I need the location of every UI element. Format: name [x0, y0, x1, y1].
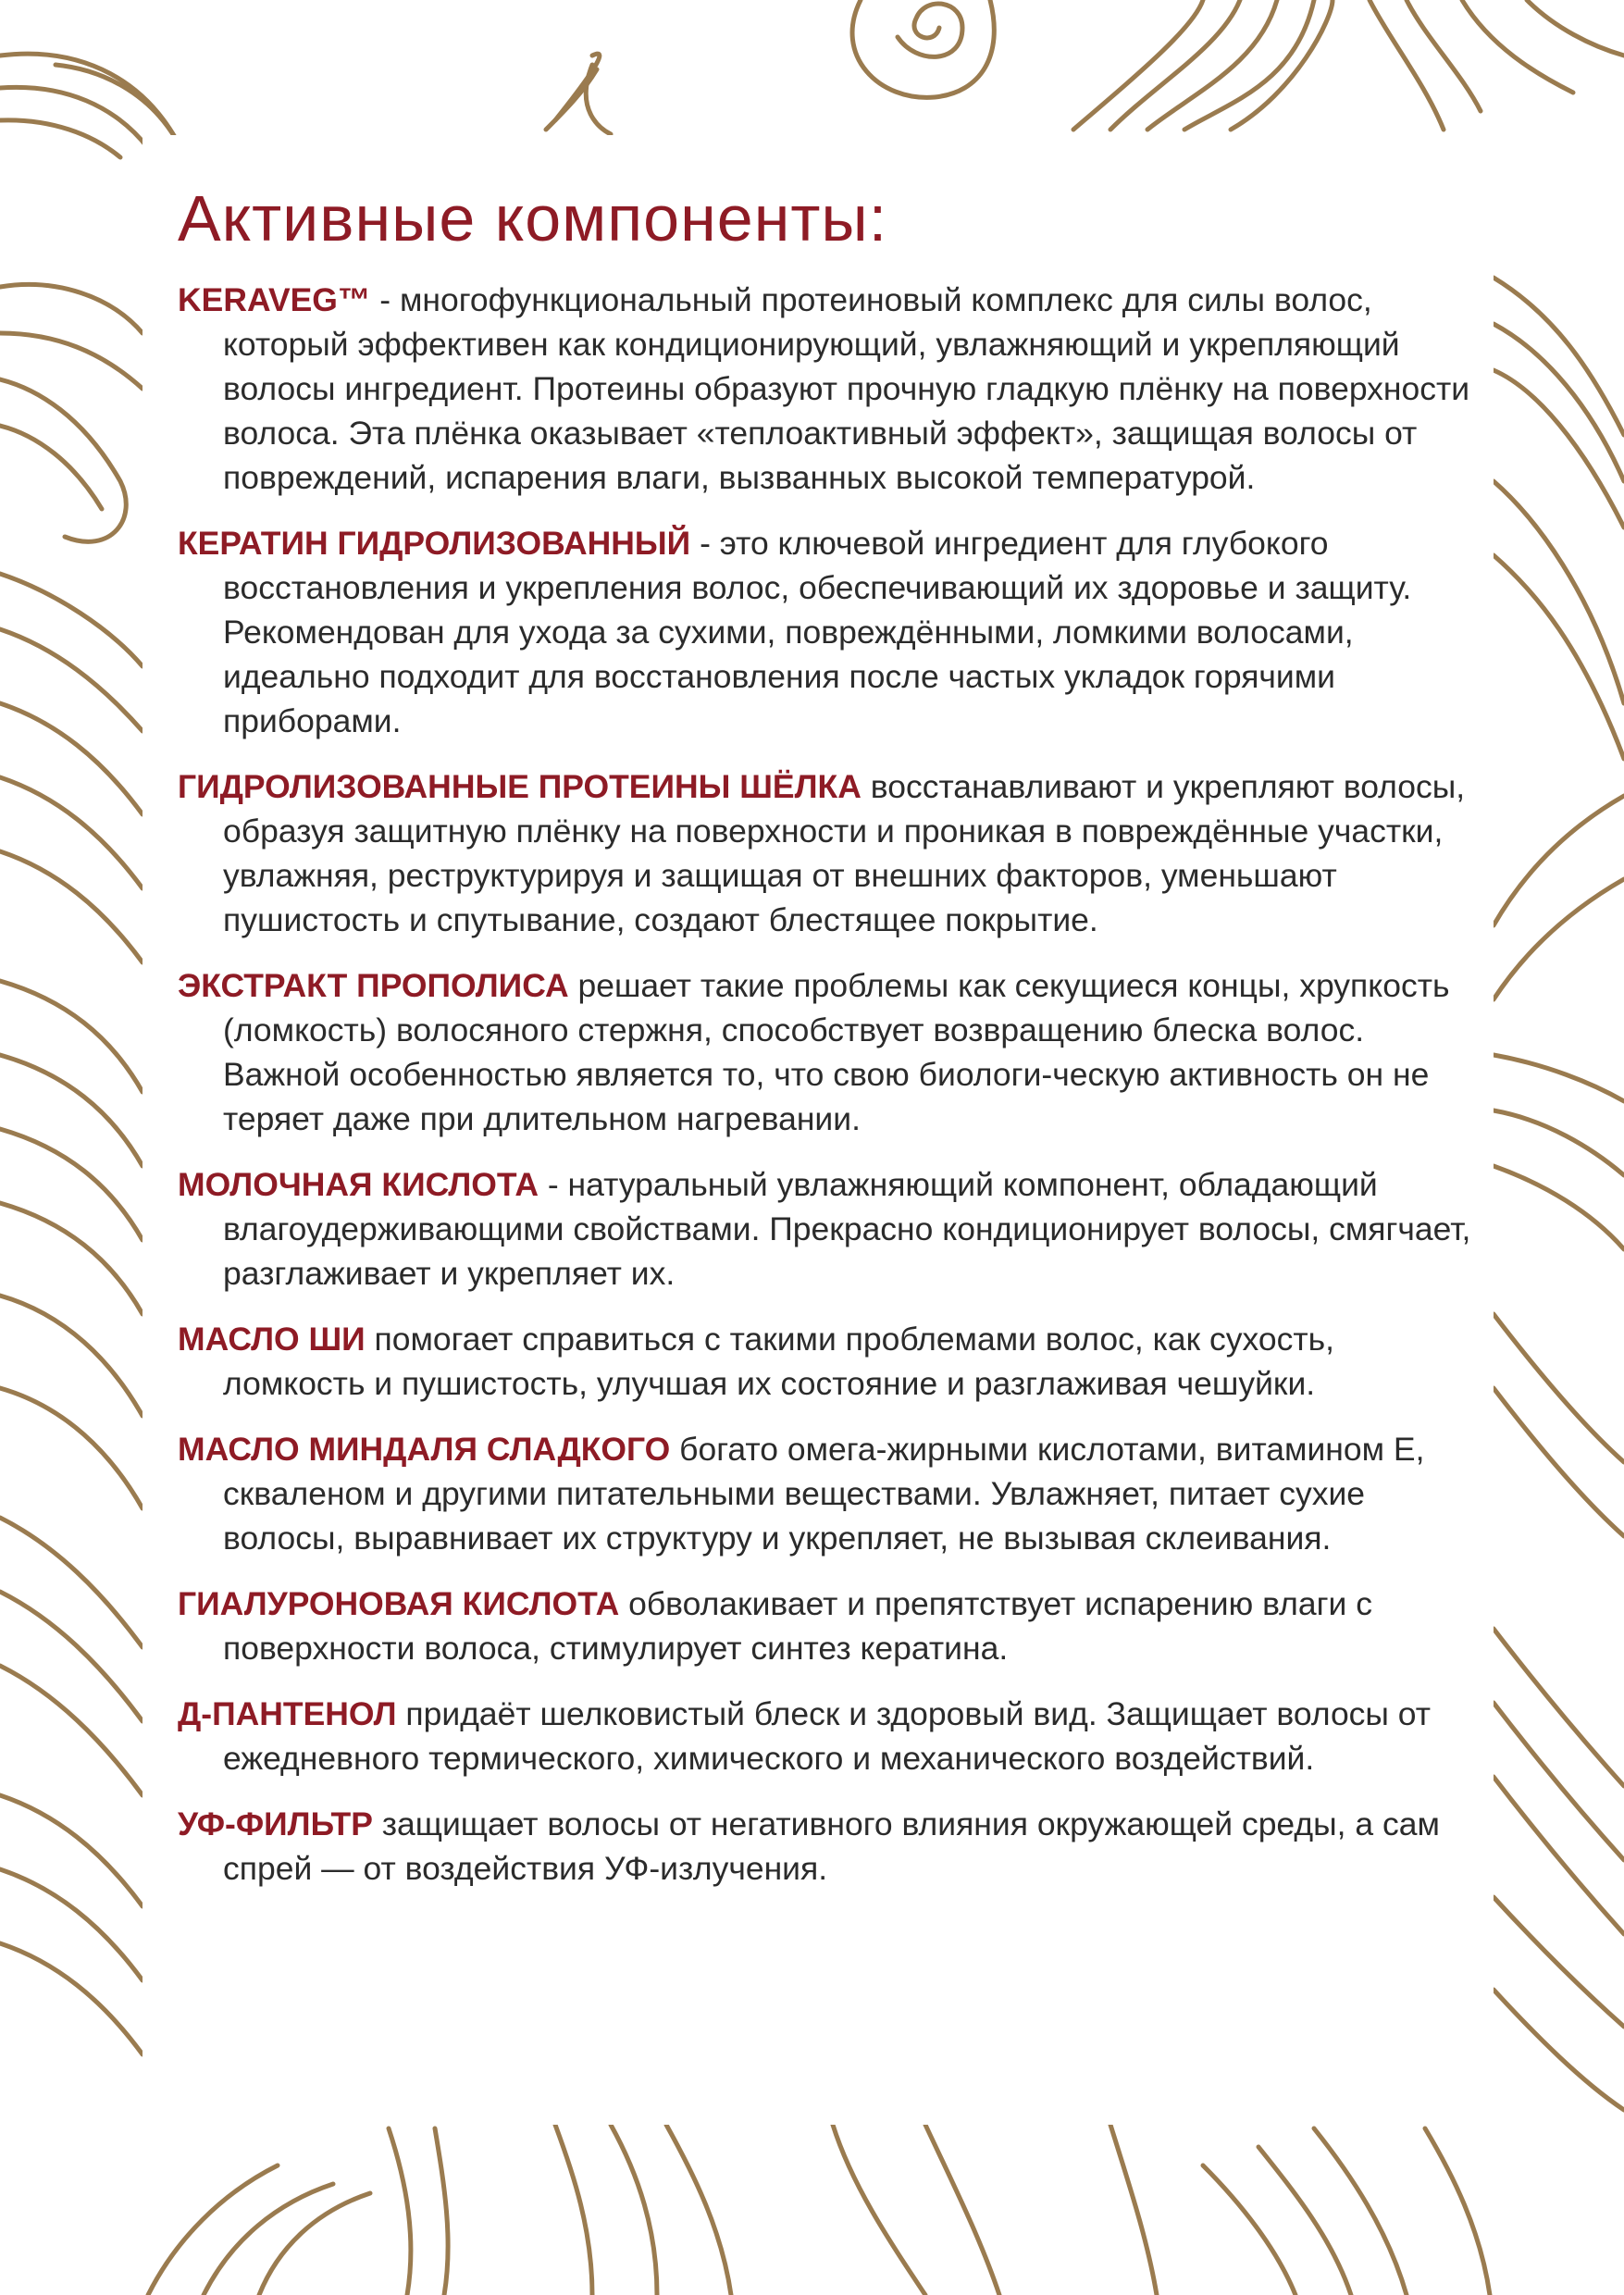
component-name: ГИДРОЛИЗОВАННЫЕ ПРОТЕИНЫ ШЁЛКА [178, 768, 862, 805]
component-name: МОЛОЧНАЯ КИСЛОТА [178, 1166, 539, 1203]
component-name: ЭКСТРАКТ ПРОПОЛИСА [178, 967, 569, 1004]
component-name: KERAVEG™ [178, 281, 371, 318]
component-name: ГИАЛУРОНОВАЯ КИСЛОТА [178, 1585, 620, 1622]
component-description: решает такие проблемы как секущиеся концы, хрупкость (ломкость) волосяного стержня, способствует возвращению блеска волос. Важной особенностью является то, что свою биологи-ческую активность он не теряет даже при длительном нагревании. [223, 967, 1450, 1137]
component-d-panthenol [178, 1692, 1473, 1780]
component-propolis [178, 963, 1473, 1141]
page-title: Активные компоненты: [178, 182, 888, 254]
component-name: Д-ПАНТЕНОЛ [178, 1695, 397, 1732]
component-description: богато омега-жирными кислотами, витамином Е, скваленом и другими питательными веществами. Увлажняет, питает сухие волосы, выравнивает их структуру и укрепляет, не вызывая склеивания. [223, 1431, 1425, 1557]
component-name: УФ-ФИЛЬТР [178, 1805, 373, 1842]
component-uv-filter [178, 1802, 1473, 1891]
component-keratin [178, 521, 1473, 743]
component-almond-oil [178, 1427, 1473, 1560]
component-lactic-acid [178, 1162, 1473, 1296]
component-description: обволакивает и препятствует испарению влаги с поверхности волоса, стимулирует синтез кератина. [223, 1585, 1372, 1667]
component-description: придаёт шелковистый блеск и здоровый вид. Защищает волосы от ежедневного термического, химического и механического воздействий. [223, 1695, 1432, 1777]
component-description: - натуральный увлажняющий компонент, обладающий влагоудерживающими свойствами. Прекрасно кондиционирует волосы, смягчает, разглаживает и укрепляет их. [223, 1166, 1471, 1292]
component-silk-proteins [178, 764, 1473, 942]
components-list [178, 278, 1473, 1912]
component-description: помогает справиться с такими проблемами волос, как сухость, ломкость и пушистость, улучшая их состояние и разглаживая чешуйки. [223, 1321, 1334, 1402]
component-description: - это ключевой ингредиент для глубокого восстановления и укрепления волос, обеспечивающий их здоровье и защиту. Рекомендован для ухода за сухими, повреждёнными, ломкими волосами, идеально подходит для восстановления после частых укладок горячими приборами. [223, 525, 1412, 739]
component-name: МАСЛО МИНДАЛЯ СЛАДКОГО [178, 1431, 671, 1468]
component-name: МАСЛО ШИ [178, 1321, 366, 1358]
component-description: восстанавливают и укрепляют волосы, образуя защитную плёнку на поверхности и проникая в повреждённые участки, увлажняя, реструктурируя и защищая от внешних факторов, уменьшают пушистость и спутывание, создают блестящее покрытие. [223, 768, 1466, 938]
component-description: защищает волосы от негативного влияния окружающей среды, а сам спрей — от воздействия УФ-излучения. [223, 1805, 1440, 1887]
component-shea-butter [178, 1317, 1473, 1406]
component-keraveg [178, 278, 1473, 500]
component-hyaluronic-acid [178, 1582, 1473, 1670]
component-description: - многофункциональный протеиновый комплекс для силы волос, который эффективен как кондиционирующий, увлажняющий и укрепляющий волосы ингредиент. Протеины образуют прочную гладкую плёнку на поверхности волоса. Эта плёнка оказывает «теплоактивный эффект», защищая волосы от повреждений, испарения влаги, вызванных высокой температурой. [223, 281, 1470, 496]
component-name: КЕРАТИН ГИДРОЛИЗОВАННЫЙ [178, 525, 691, 562]
